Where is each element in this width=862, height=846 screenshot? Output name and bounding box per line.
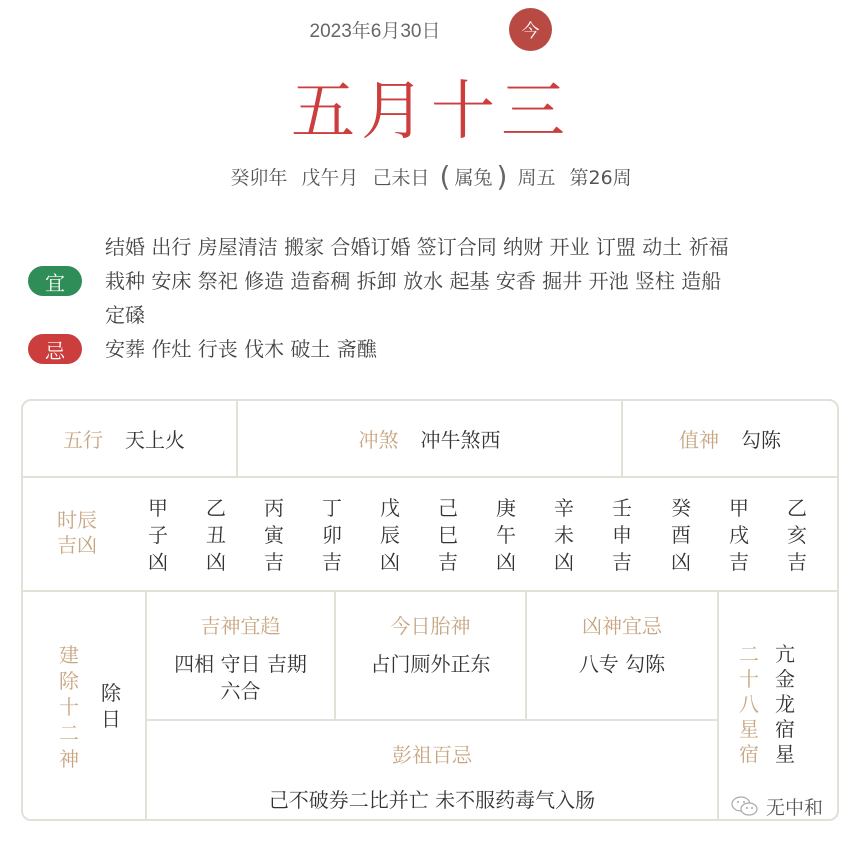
jishen-label: 吉神宜趋	[200, 614, 281, 638]
hour-column	[670, 495, 692, 576]
taishen-label: 今日胎神	[390, 614, 471, 638]
ganzhi-year: 癸卯年	[230, 167, 288, 189]
hour-column	[205, 495, 227, 576]
hour-stem: 甲	[148, 496, 168, 520]
hour-stem: 丁	[322, 496, 342, 520]
wuxing-cell	[23, 401, 238, 476]
hour-stem: 壬	[612, 496, 632, 520]
jishen-cell	[147, 592, 336, 719]
weekday: 周五	[517, 167, 556, 189]
hour-luck: 吉	[612, 550, 632, 574]
almanac-table	[21, 399, 839, 821]
hour-luck: 吉	[322, 550, 342, 574]
chongsha-label: 冲煞	[358, 428, 399, 452]
yi-items: 结婚 出行 房屋清洁 搬家 合婚订婚 签订合同 纳财 开业 订盟 动土 祈福 栽种 安床 祭祀 修造 造畜稠 拆卸 放水 起基 安香 掘井 开池 竖柱 造船 定磉	[105, 235, 729, 327]
hour-branch: 亥	[787, 523, 807, 547]
hour-column	[611, 495, 633, 576]
wuxing-value: 天上火	[125, 428, 185, 452]
hour-column	[437, 495, 459, 576]
xiongshen-label: 凶神宜忌	[582, 614, 662, 638]
today-button[interactable]: 今	[509, 8, 552, 51]
ji-items: 安葬 作灶 行丧 伐木 破土 斋醮	[105, 337, 377, 361]
taishen-cell	[336, 592, 527, 719]
bracket-right: )	[496, 160, 508, 193]
hour-branch: 申	[612, 523, 632, 547]
hour-stem: 辛	[554, 496, 574, 520]
hour-luck: 凶	[206, 550, 226, 574]
chongsha-cell	[238, 401, 623, 476]
hour-branch: 戌	[729, 523, 749, 547]
hour-stem: 丙	[264, 496, 284, 520]
hour-stem: 乙	[206, 496, 226, 520]
hour-column	[728, 495, 750, 576]
hour-luck: 凶	[554, 550, 574, 574]
wechat-icon	[730, 795, 760, 819]
xiu-value: 亢金龙宿星	[775, 642, 795, 766]
hour-column	[379, 495, 401, 576]
zhishen-label: 值神	[679, 428, 719, 452]
hour-stem: 癸	[671, 496, 691, 520]
zhishen-value: 勾陈	[741, 428, 781, 452]
chongsha-value: 冲牛煞西	[420, 428, 501, 452]
hour-stem: 戊	[380, 496, 400, 520]
hour-luck: 吉	[787, 550, 807, 574]
row-summary	[23, 401, 837, 478]
shichen-label: 时辰吉凶	[57, 508, 97, 557]
solar-date: 2023年6月30日	[309, 21, 441, 42]
jianchu-label: 建除十二神	[59, 643, 79, 771]
middle-block	[147, 592, 717, 821]
hour-stem: 乙	[787, 496, 807, 520]
hour-branch: 午	[496, 523, 516, 547]
hour-column	[553, 495, 575, 576]
xiu-label: 二十八星宿	[739, 642, 759, 766]
pengzu-value: 己不破券二比并亡 未不服药毒气入肠	[268, 788, 596, 812]
xiu-cell	[717, 592, 839, 821]
hour-branch: 卯	[322, 523, 342, 547]
wuxing-label: 五行	[63, 428, 103, 452]
hour-column	[786, 495, 808, 576]
ji-badge: 忌	[28, 334, 82, 364]
watermark-text: 无中和	[766, 797, 824, 819]
jianchu-cell	[23, 592, 147, 821]
jianchu-value: 除日	[101, 681, 121, 731]
lunar-date: 五月十三	[291, 75, 571, 149]
hour-branch: 酉	[671, 523, 691, 547]
hour-column	[321, 495, 343, 576]
hour-luck: 凶	[380, 550, 400, 574]
hour-luck: 凶	[671, 550, 691, 574]
hour-luck: 凶	[148, 550, 168, 574]
taishen-value: 占门厕外正东	[370, 652, 491, 676]
jishen-value: 四相 守日 吉期 六合	[174, 652, 307, 703]
hour-luck: 吉	[264, 550, 284, 574]
pengzu-label: 彭祖百忌	[392, 743, 472, 767]
hour-branch: 辰	[380, 523, 400, 547]
zhishen-cell	[623, 401, 837, 476]
hour-stem: 己	[438, 496, 458, 520]
zodiac: 属兔	[454, 167, 493, 189]
hour-luck: 凶	[496, 550, 516, 574]
hour-branch: 丑	[206, 523, 226, 547]
yi-badge: 宜	[28, 266, 82, 296]
hour-column	[147, 495, 169, 576]
watermark	[730, 793, 823, 820]
hour-stem: 庚	[496, 496, 516, 520]
row-shichen	[23, 478, 837, 592]
row-details	[23, 592, 837, 821]
pengzu-cell	[147, 721, 717, 821]
hour-stem: 甲	[729, 496, 749, 520]
week-number: 第26周	[569, 167, 632, 189]
hour-branch: 未	[554, 523, 574, 547]
ganzhi-line	[0, 160, 862, 193]
ganzhi-day: 己未日	[372, 167, 430, 189]
hour-branch: 寅	[264, 523, 284, 547]
hour-column	[495, 495, 517, 576]
gods-row	[147, 592, 717, 721]
hour-luck: 吉	[729, 550, 749, 574]
ganzhi-month: 戊午月	[301, 167, 359, 189]
hour-branch: 子	[148, 523, 168, 547]
xiongshen-value: 八专 勾陈	[578, 652, 666, 676]
hour-branch: 巳	[438, 523, 458, 547]
bracket-left: (	[439, 160, 451, 193]
xiongshen-cell	[527, 592, 717, 719]
hour-column	[263, 495, 285, 576]
hour-luck: 吉	[438, 550, 458, 574]
